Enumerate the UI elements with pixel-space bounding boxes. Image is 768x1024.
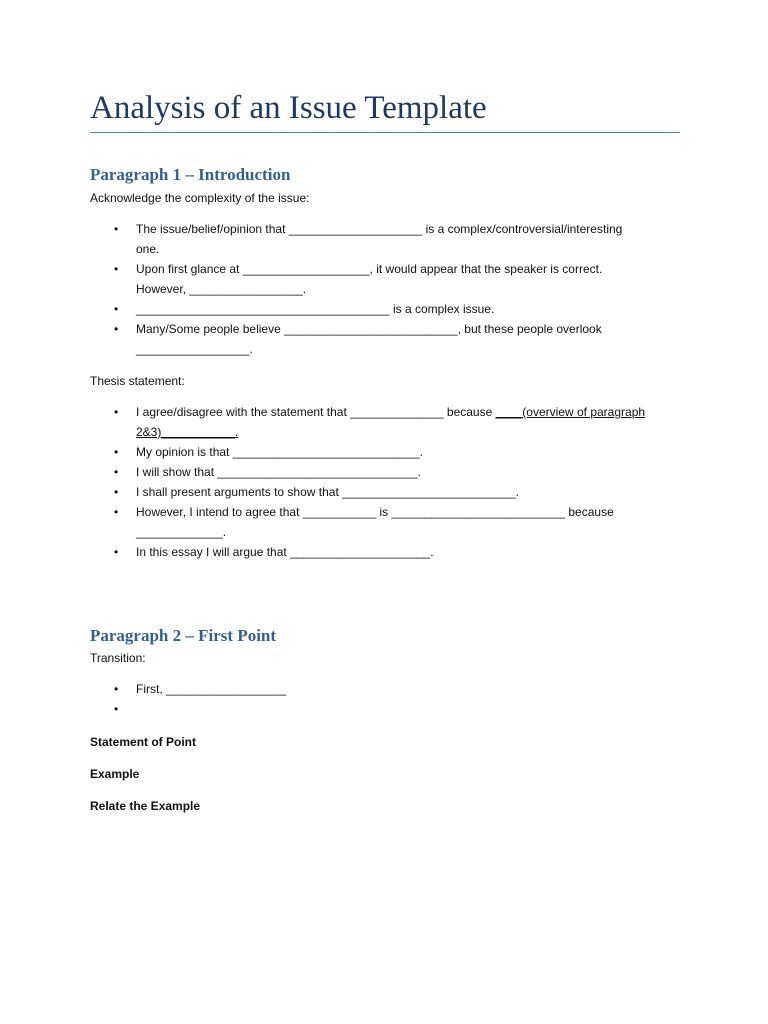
bullet-icon: • bbox=[114, 545, 119, 559]
list-item bbox=[0, 502, 676, 542]
bullet-icon: • bbox=[114, 262, 119, 276]
list-item-text-continued: _____________. bbox=[136, 525, 227, 539]
list-item bbox=[0, 299, 676, 319]
bullet-icon: • bbox=[114, 702, 119, 716]
list-item-text: The issue/belief/opinion that ____________________ is a complex/controversial/interesting bbox=[136, 222, 623, 236]
list-item-text: ______________________________________ is a complex issue. bbox=[136, 302, 495, 316]
list-item-text: My opinion is that ____________________________. bbox=[136, 445, 423, 459]
bullet-icon: • bbox=[114, 302, 119, 316]
list-item-text: I agree/disagree with the statement that ______________ because bbox=[136, 405, 496, 419]
bullet-icon: • bbox=[114, 405, 119, 419]
bullet-icon: • bbox=[114, 485, 119, 499]
title-underline-rule bbox=[90, 132, 680, 133]
list-item-text-continued: one. bbox=[136, 242, 160, 256]
transition-label: Transition: bbox=[90, 651, 146, 665]
list-item bbox=[0, 699, 676, 719]
section2-bullet-list bbox=[0, 679, 676, 719]
list-item-text-continued: 2&3)___________. bbox=[136, 425, 239, 439]
thesis-bullet-list bbox=[0, 402, 676, 562]
bullet-icon: • bbox=[114, 222, 119, 236]
list-item-text: Many/Some people believe __________________________, but these people overlook bbox=[136, 322, 602, 336]
bullet-icon: • bbox=[114, 445, 119, 459]
list-item bbox=[0, 219, 676, 259]
list-item-text: However, I intend to agree that ___________ is __________________________ because bbox=[136, 505, 614, 519]
list-item-underlined-text: ____(overview of paragraph bbox=[495, 405, 646, 419]
list-item bbox=[0, 259, 676, 299]
list-item-text-continued: However, _________________. bbox=[136, 282, 307, 296]
list-item-text: First, __________________ bbox=[136, 682, 287, 696]
document-title: Analysis of an Issue Template bbox=[90, 90, 487, 126]
list-item bbox=[0, 482, 676, 502]
list-item-text bbox=[136, 702, 139, 716]
list-item-text: I will show that ______________________________. bbox=[136, 465, 421, 479]
relate-example-label: Relate the Example bbox=[90, 799, 201, 813]
bullet-icon: • bbox=[114, 322, 119, 336]
list-item bbox=[0, 402, 676, 442]
list-item bbox=[0, 679, 676, 699]
section1-bullet-list bbox=[0, 219, 676, 359]
list-item bbox=[0, 462, 676, 482]
statement-of-point-label: Statement of Point bbox=[90, 735, 197, 749]
section2-heading: Paragraph 2 – First Point bbox=[90, 626, 277, 645]
bullet-icon: • bbox=[114, 682, 119, 696]
list-item bbox=[0, 442, 676, 462]
list-item bbox=[0, 319, 676, 359]
list-item-text: Upon first glance at ___________________, it would appear that the speaker is correct. bbox=[136, 262, 603, 276]
section1-intro-label: Acknowledge the complexity of the issue: bbox=[90, 191, 310, 205]
section1-heading: Paragraph 1 – Introduction bbox=[90, 165, 291, 184]
list-item-text-continued: _________________. bbox=[136, 342, 253, 356]
thesis-label: Thesis statement: bbox=[90, 374, 185, 388]
list-item-text: In this essay I will argue that _____________________. bbox=[136, 545, 434, 559]
list-item-text: I shall present arguments to show that __________________________. bbox=[136, 485, 519, 499]
list-item bbox=[0, 542, 676, 562]
bullet-icon: • bbox=[114, 505, 119, 519]
example-label: Example bbox=[90, 767, 140, 781]
bullet-icon: • bbox=[114, 465, 119, 479]
